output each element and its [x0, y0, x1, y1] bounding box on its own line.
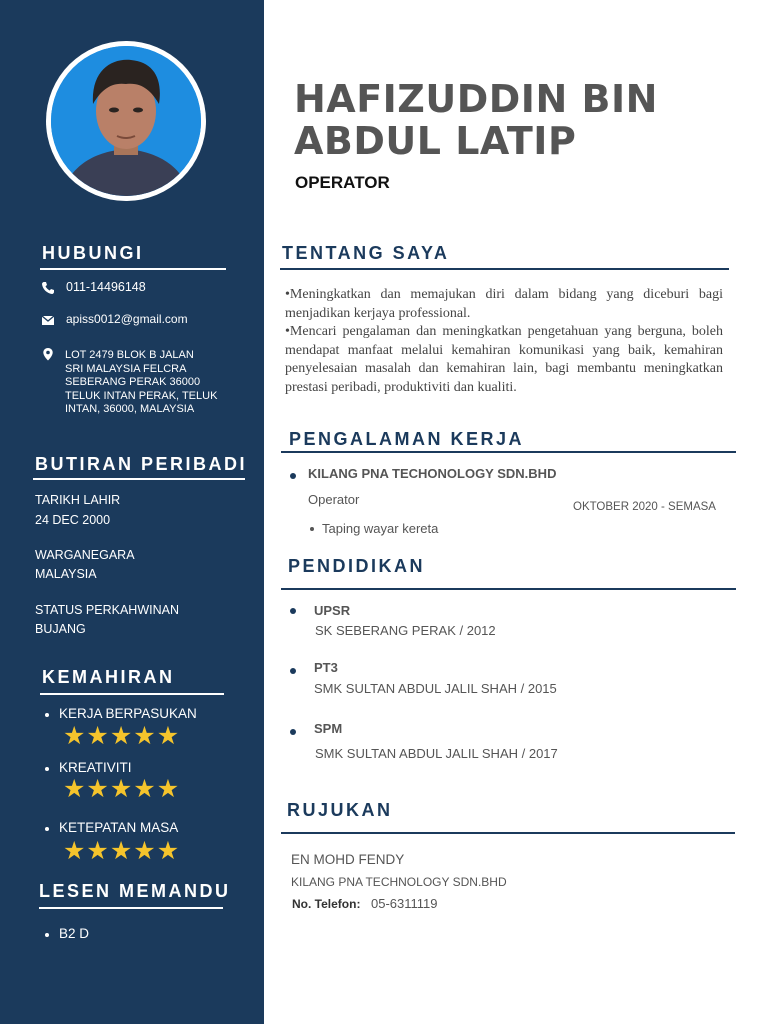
- marital-label: STATUS PERKAHWINAN: [35, 603, 179, 617]
- reference-divider: [281, 832, 735, 834]
- bullet-icon: [45, 767, 49, 771]
- reference-phone: 05-6311119: [371, 896, 438, 911]
- bullet-icon: [290, 729, 296, 735]
- star-icon: ★: [63, 775, 87, 803]
- education-school: SMK SULTAN ABDUL JALIL SHAH / 2015: [314, 681, 557, 696]
- skills-heading: KEMAHIRAN: [42, 667, 175, 687]
- bullet-icon: [45, 713, 49, 717]
- star-icon: ★: [86, 775, 110, 803]
- name-line: ABDUL LATIP: [294, 119, 577, 163]
- education-school: SK SEBERANG PERAK / 2012: [315, 623, 496, 638]
- reference-name: EN MOHD FENDY: [291, 852, 405, 867]
- address-line: SRI MALAYSIA FELCRA: [65, 362, 187, 375]
- star-icon: ★: [63, 837, 87, 865]
- education-level: SPM: [314, 721, 343, 736]
- experience-period: OKTOBER 2020 - SEMASA: [573, 501, 716, 513]
- star-icon: ★: [109, 837, 134, 865]
- skill-rating: [63, 839, 180, 864]
- experience-heading: PENGALAMAN KERJA: [289, 429, 525, 449]
- star-icon: ★: [133, 722, 157, 750]
- education-heading: PENDIDIKAN: [288, 556, 426, 576]
- skill-rating: [63, 777, 180, 802]
- address-line: INTAN, 36000, MALAYSIA: [65, 403, 195, 415]
- job-title: OPERATOR: [295, 173, 390, 192]
- experience-duty: Taping wayar kereta: [322, 521, 439, 536]
- name-line: HAFIZUDDIN BIN: [294, 77, 658, 121]
- birthdate-value: 24 DEC 2000: [35, 513, 111, 527]
- star-icon: ★: [156, 722, 181, 750]
- star-icon: ★: [156, 837, 181, 865]
- experience-position: Operator: [308, 492, 360, 507]
- marital-value: BUJANG: [35, 622, 86, 636]
- license-divider: [39, 907, 223, 909]
- address-line: SEBERANG PERAK 36000: [65, 376, 201, 388]
- about-heading: TENTANG SAYA: [282, 243, 450, 263]
- skill-label: KERJA BERPASUKAN: [59, 706, 197, 721]
- envelope-icon: [41, 313, 55, 327]
- education-school: SMK SULTAN ABDUL JALIL SHAH / 2017: [315, 746, 558, 761]
- experience-divider: [281, 451, 736, 453]
- education-level: UPSR: [314, 603, 351, 618]
- reference-phone-label: No. Telefon:: [292, 897, 361, 911]
- bullet-icon: [290, 608, 296, 614]
- skill-label: KREATIVITI: [59, 760, 132, 775]
- contact-address: [65, 349, 217, 417]
- full-name: [294, 78, 754, 162]
- address-line: TELUK INTAN PERAK, TELUK: [65, 389, 218, 402]
- nationality-value: MALAYSIA: [35, 567, 97, 581]
- about-text: [285, 286, 723, 397]
- skills-divider: [40, 693, 224, 695]
- contact-heading: HUBUNGI: [42, 243, 144, 263]
- location-pin-icon: [41, 347, 55, 361]
- star-icon: ★: [86, 722, 110, 750]
- bullet-icon: [45, 933, 49, 937]
- license-heading: LESEN MEMANDU: [39, 881, 231, 901]
- profile-photo-image: [51, 46, 201, 196]
- address-line: LOT 2479 BLOK B JALAN: [65, 349, 194, 361]
- star-icon: ★: [109, 722, 134, 750]
- star-icon: ★: [133, 775, 157, 803]
- bullet-icon: [290, 668, 296, 674]
- star-icon: ★: [133, 837, 157, 865]
- contact-email: apiss0012@gmail.com: [66, 312, 188, 326]
- contact-divider: [40, 268, 226, 270]
- skill-label: KETEPATAN MASA: [59, 820, 179, 835]
- bullet-icon: [45, 827, 49, 831]
- experience-company: KILANG PNA TECHONOLOGY SDN.BHD: [308, 466, 557, 481]
- education-divider: [281, 588, 736, 590]
- contact-phone: 011-14496148: [66, 280, 146, 294]
- star-icon: ★: [109, 775, 134, 803]
- bullet-icon: [310, 527, 314, 531]
- reference-heading: RUJUKAN: [287, 800, 393, 820]
- personal-divider: [33, 478, 245, 480]
- sidebar: [0, 0, 264, 1024]
- phone-icon: [41, 281, 55, 295]
- nationality-label: WARGANEGARA: [35, 548, 135, 562]
- skill-rating: [63, 724, 180, 749]
- reference-company: KILANG PNA TECHNOLOGY SDN.BHD: [291, 875, 507, 889]
- birthdate-label: TARIKH LAHIR: [35, 493, 121, 507]
- star-icon: ★: [156, 775, 181, 803]
- personal-heading: BUTIRAN PERIBADI: [35, 454, 248, 474]
- license-item: B2 D: [59, 926, 90, 941]
- profile-photo: [46, 41, 206, 201]
- bullet-icon: [290, 473, 296, 479]
- about-paragraph: •Mencari pengalaman dan meningkatkan pengetahuan yang berguna, boleh mendapat manfaat melalui kemahiran komunikasi yang baik, kemahiran penyelesaian masalah dan kemahiran lain, bagi membantu meningkatkan prestasi peribadi, produktiviti dan kualiti.: [285, 324, 723, 395]
- star-icon: ★: [86, 837, 110, 865]
- education-level: PT3: [314, 660, 338, 675]
- about-paragraph: •Meningkatkan dan memajukan diri dalam bidang yang diceburi bagi menjadikan kerjaya professional.: [285, 287, 723, 321]
- star-icon: ★: [63, 722, 87, 750]
- about-divider: [280, 268, 729, 270]
